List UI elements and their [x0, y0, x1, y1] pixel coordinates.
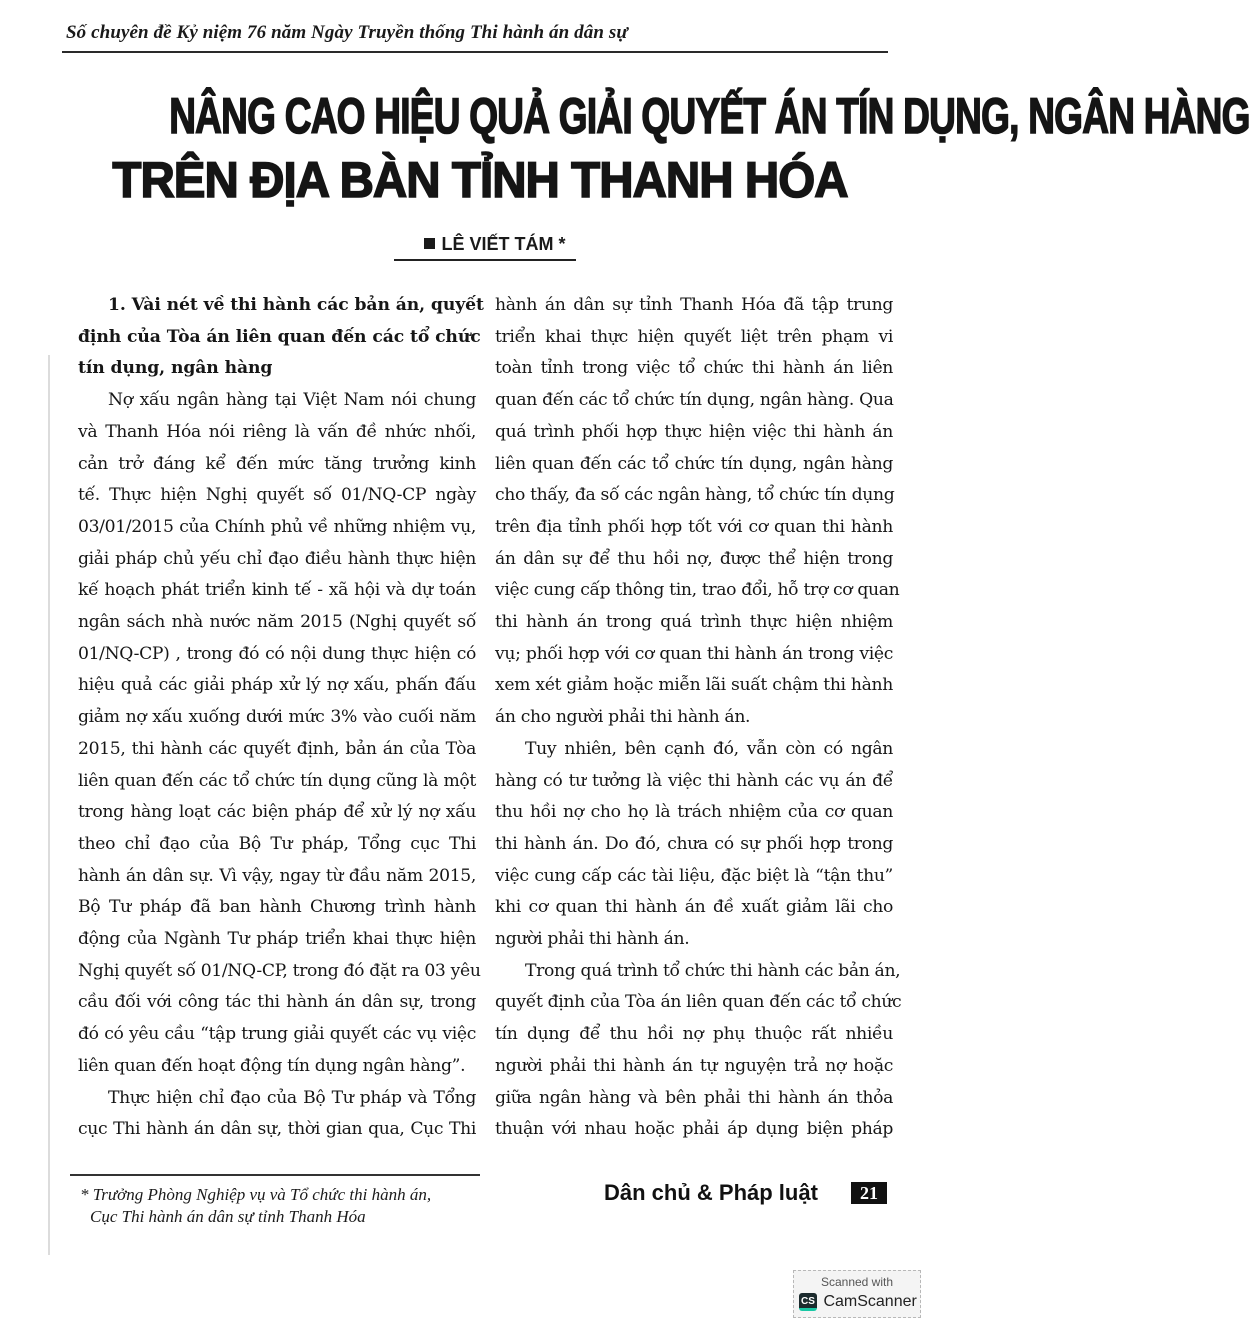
text-line: việc cung cấp thông tin, trao đổi, hỗ trợ cơ quan [495, 580, 900, 601]
text-line: xem xét giảm hoặc miễn lãi suất chậm thi hành [495, 675, 893, 696]
text-line: 2015, thi hành các quyết định, bản án của Tòa [78, 738, 476, 759]
square-bullet-icon [424, 238, 435, 249]
text-line: liên quan đến các tổ chức tín dụng, ngân hàng [495, 453, 893, 474]
text-line: án cho người phải thi hành án. [495, 707, 751, 728]
watermark-brand: CamScanner [823, 1293, 917, 1310]
text-line: người phải thi hành án. [495, 929, 690, 950]
text-line: giảm nợ xấu xuống dưới mức 3% vào cuối năm [78, 707, 476, 728]
watermark-brand-row [799, 1293, 917, 1311]
title-line-1: NÂNG CAO HIỆU QUẢ GIẢI QUYẾT ÁN TÍN DỤNG, NGÂN HÀNG [169, 88, 1250, 144]
text-line: hiệu quả các giải pháp xử lý nợ xấu, phấn đấu [78, 675, 476, 696]
text-line: hàng có tư tưởng là việc thi hành các vụ án để [495, 770, 893, 791]
text-line: Bộ Tư pháp đã ban hành Chương trình hành [78, 897, 476, 918]
text-line: trên địa tỉnh phối hợp tốt với cơ quan thi hành [495, 516, 893, 537]
camscanner-watermark [793, 1270, 921, 1318]
author-byline [390, 234, 600, 255]
header-divider [62, 51, 888, 53]
text-line: cản trở đáng kể đến mức tăng trưởng kinh [78, 453, 476, 474]
text-line: 01/NQ-CP) , trong đó có nội dung thực hiện có [78, 643, 476, 664]
text-line: thuận với nhau hoặc phải áp dụng biện pháp [495, 1119, 893, 1140]
text-line: theo chỉ đạo của Bộ Tư pháp, Tổng cục Thi [78, 833, 476, 854]
text-line: ngân sách nhà nước năm 2015 (Nghị quyết số [78, 612, 476, 633]
text-line: cầu đối với công tác thi hành án dân sự, trong [78, 992, 476, 1013]
camscanner-logo-icon: CS [799, 1293, 817, 1311]
text-line: Nghị quyết số 01/NQ-CP, trong đó đặt ra 03 yêu [78, 960, 481, 981]
article-title [60, 84, 1250, 212]
page-number: 21 [851, 1182, 887, 1204]
text-line: cho thấy, đa số các ngân hàng, tổ chức tín dụng [495, 485, 895, 506]
text-line: việc cung cấp các tài liệu, đặc biệt là “tận thu” [495, 865, 893, 886]
text-line: kế hoạch phát triển kinh tế - xã hội và dự toán [78, 580, 476, 601]
text-line: Tuy nhiên, bên cạnh đó, vẫn còn có ngân [525, 738, 893, 759]
byline-divider [394, 259, 576, 261]
text-line: giải pháp chủ yếu chỉ đạo điều hành thực hiện [78, 548, 476, 569]
text-line: người phải thi hành án tự nguyện trả nợ hoặc [495, 1055, 893, 1076]
text-line: đó có yêu cầu “tập trung giải quyết các vụ việc [78, 1024, 476, 1045]
text-line: thi hành án. Do đó, chưa có sự phối hợp trong [495, 833, 893, 854]
footnote-line-1: * Trưởng Phòng Nghiệp vụ và Tổ chức thi hành án, [80, 1185, 432, 1204]
text-line: Trong quá trình tổ chức thi hành các bản án, [525, 960, 901, 981]
text-line: hành án dân sự. Vì vậy, ngay từ đầu năm 2015, [78, 865, 476, 886]
watermark-caption: Scanned with [820, 1275, 894, 1289]
text-line: liên quan đến hoạt động tín dụng ngân hàng”. [78, 1055, 466, 1076]
text-line: vụ; phối hợp với cơ quan thi hành án trong việc [495, 643, 893, 664]
text-line: 03/01/2015 của Chính phủ về những nhiệm vụ, [78, 516, 476, 537]
author-footnote [80, 1184, 500, 1228]
text-line: và Thanh Hóa nói riêng là vấn đề nhức nhối, [78, 421, 476, 442]
text-line: toàn tỉnh trong việc tổ chức thi hành án liên [495, 358, 893, 379]
text-line: định của Tòa án liên quan đến các tổ chức [78, 326, 481, 347]
text-line: Nợ xấu ngân hàng tại Việt Nam nói chung [108, 390, 476, 411]
text-line: động của Ngành Tư pháp triển khai thực hiện [78, 929, 476, 950]
text-line: quyết định của Tòa án liên quan đến các tổ chức [495, 992, 902, 1013]
text-line: triển khai thực hiện quyết liệt trên phạm vi [495, 326, 893, 347]
title-line-2: TRÊN ĐỊA BÀN TỈNH THANH HÓA [112, 152, 848, 208]
text-line: thu hồi nợ cho họ là trách nhiệm của cơ quan [495, 802, 893, 823]
text-line: tín dụng, ngân hàng [78, 358, 273, 379]
text-line: Thực hiện chỉ đạo của Bộ Tư pháp và Tổng [108, 1087, 476, 1108]
text-line: thi hành án trong quá trình thực hiện nhiệm [495, 612, 893, 633]
running-header: Số chuyên đề Kỷ niệm 76 năm Ngày Truyền thống Thi hành án dân sự [66, 22, 628, 43]
left-text-column [78, 290, 484, 1146]
text-line: liên quan đến các tổ chức tín dụng cũng là một [78, 770, 476, 791]
scan-edge-shadow [48, 355, 50, 1255]
footnote-line-2: Cục Thi hành án dân sự tỉnh Thanh Hóa [90, 1207, 366, 1226]
text-line: quan đến các tổ chức tín dụng, ngân hàng. Qua [495, 390, 894, 411]
text-line: quá trình phối hợp thực hiện việc thi hành án [495, 421, 893, 442]
text-line: giữa ngân hàng và bên phải thi hành án thỏa [495, 1087, 893, 1108]
footnote-divider [70, 1174, 480, 1176]
text-line: khi cơ quan thi hành án đề xuất giảm lãi cho [495, 897, 893, 918]
text-line: hành án dân sự tỉnh Thanh Hóa đã tập trung [495, 295, 893, 315]
text-line: cục Thi hành án dân sự, thời gian qua, Cục Thi [78, 1119, 476, 1140]
right-text-column [495, 290, 902, 1146]
text-line: tế. Thực hiện Nghị quyết số 01/NQ-CP ngày [78, 485, 476, 506]
text-line: 1. Vài nét về thi hành các bản án, quyết [108, 295, 484, 315]
text-line: án dân sự để thu hồi nợ, được thể hiện trong [495, 548, 893, 569]
magazine-name: Dân chủ & Pháp luật [604, 1180, 818, 1205]
text-line: tín dụng để thu hồi nợ phụ thuộc rất nhiều [495, 1024, 893, 1045]
author-name: LÊ VIẾT TÁM * [441, 234, 566, 254]
text-line: trong hàng loạt các biện pháp để xử lý nợ xấu [78, 802, 476, 823]
